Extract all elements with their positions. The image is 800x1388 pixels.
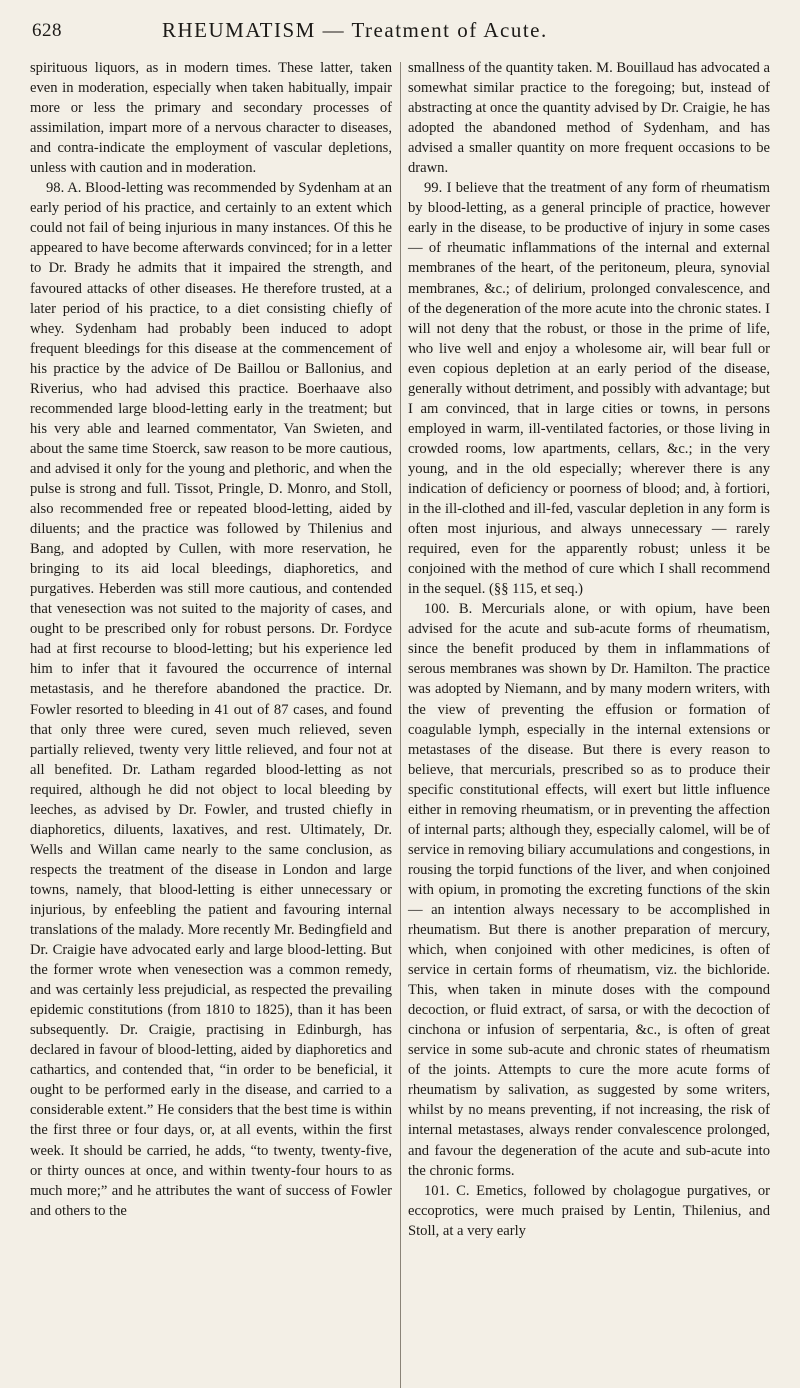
paragraph: smallness of the quantity taken. M. Bouillaud has advocated a somewhat similar practice to the foregoing; but, instead of abstracting at once the quantity advised by Dr. Craigie, he has adopted the abandoned method of Sydenham, and has advised a smaller quantity on more frequent occasions to be drawn. (408, 60, 770, 177)
column-divider (400, 62, 401, 1388)
page-header (30, 18, 770, 58)
right-column (408, 58, 770, 1388)
running-head: RHEUMATISM — Treatment of Acute. (162, 18, 548, 42)
paragraph: 100. B. Mercurials alone, or with opium, have been advised for the acute and sub-acute forms of rheumatism, since the benefit produced by them in inflammations of serous membranes was shown by Dr. Hamilton. The practice was adopted by Niemann, and by many modern writers, with the view of preventing the effusion or formation of coagulable lymph, especially in the internal extensions or metastases of the disease. But there is every reason to believe, that mercurials, prescribed so as to produce their specific constitutional effects, will exert but little influence either in removing rheumatism, or in preventing the affection of internal parts; although they, especially calomel, will be of service in removing biliary accumulations and congestions, in rousing the torpid functions of the liver, and when conjoined with opium, in promoting the excreting functions of the skin — an intention always necessary to be accomplished in rheumatism. But there is another preparation of mercury, which, when conjoined with other medicines, is often of service in certain forms of rheumatism, viz. the bichloride. This, when taken in minute doses with the compound decoction, or fluid extract, of sarsa, or with the decoction of cinchona or infusion of serpentaria, &c., is often of great service in some sub-acute and chronic states of rheumatism of the joints. Attempts to cure the more acute forms of rheumatism by salivation, as suggested by some writers, whilst by no means preventing, if not increasing, the risk of internal metastases, always render convalescence prolonged, and favour the degeneration of the acute and sub-acute into the chronic forms. (408, 601, 770, 1179)
left-column (30, 58, 392, 1388)
paragraph: spirituous liquors, as in modern times. These latter, taken even in moderation, especially when taken habitually, impair more or less the primary and secondary processes of assimilation, impart more of a nervous character to diseases, and contra-indicate the employment of vascular depletions, unless with caution and in moderation. (30, 60, 392, 177)
paragraph: 101. C. Emetics, followed by cholagogue purgatives, or eccoprotics, were much praised by Lentin, Thilenius, and Stoll, at a very early (408, 1182, 770, 1239)
paragraph: 98. A. Blood-letting was recommended by Sydenham at an early period of his practice, and certainly to an extent which could not fail of being injurious in many instances. Of this he appeared to have become afterwards convinced; for in a letter to Dr. Brady he admits that it impaired the strength, and favoured attacks of other diseases. He therefore trusted, at a later period of his practice, to a diet consisting chiefly of whey. Sydenham had probably been induced to adopt frequent bleedings for this disease at the commencement of his practice by the advice of De Baillou or Ballonius, and Riverius, who had advised this practice. Boerhaave also recommended large blood-letting early in the treatment; but his very able and learned commentator, Van Swieten, and about the same time Stoerck, saw reason to be more cautious, and advised it only for the young and plethoric, and when the pulse is strong and full. Tissot, Pringle, D. Monro, and Stoll, also recommended free or repeated blood-letting, aided by diluents; and the practice was followed by Thilenius and Bang, and adopted by Cullen, with more reservation, he bringing to its aid local bleedings, diaphoretics, and purgatives. Heberden was still more cautious, and contended that venesection was not suited to the majority of cases, and ought to be prescribed only for robust persons. Dr. Fordyce had at first recourse to blood-letting; but his experience led him to infer that it favoured the occurrence of internal metastasis, and he therefore abandoned the practice. Dr. Fowler resorted to bleeding in 41 out of 87 cases, and found that only three were cured, seven much relieved, seven partially relieved, twenty very little relieved, and four not at all benefited. Dr. Latham regarded blood-letting as not required, although he did not object to local bleeding by leeches, as advised by Dr. Fowler, and trusted chiefly in diaphoretics, diluents, laxatives, and rest. Ultimately, Dr. Wells and Willan came nearly to the same conclusion, as respects the treatment of the disease in London and large towns, namely, that blood-letting is either unnecessary or injurious, by enfeebling the patient and favouring internal translations of the malady. More recently Mr. Bedingfield and Dr. Craigie have advocated early and large blood-letting. But the former wrote when venesection was a common remedy, and was certainly less prejudicial, as respected the prevailing epidemic constitutions (from 1810 to 1825), than it has been subsequently. Dr. Craigie, practising in Edinburgh, has declared in favour of blood-letting, aided by diaphoretics and cathartics, and contended that, “in order to be beneficial, it ought to be performed early in the disease, and carried to a considerable extent.” He considers that the best time is within the first three or four days, or, at all events, within the first week. It should be carried, he adds, “to twenty, twenty-five, or thirty ounces at once, and within twenty-four hours to as much more;” and he attributes the want of success of Fowler and others to the (30, 180, 392, 1219)
page-number: 628 (32, 20, 62, 41)
text-columns (30, 58, 770, 1388)
paragraph: 99. I believe that the treatment of any form of rheumatism by blood-letting, as a general principle of practice, however early in the disease, to be productive of injury in some cases — of rheumatic inflammations of the internal and external membranes of the heart, of the peritoneum, pleura, synovial membranes, &c.; of delirium, prolonged convalescence, and of the degeneration of the more acute into the chronic states. I will not deny that the robust, or those in the prime of life, who live well and enjoy a wholesome air, will bear full or even copious depletion at an early period of the disease, generally without detriment, and possibly with advantage; but I am convinced, that in large cities or towns, in persons employed in warm, ill-ventilated factories, or those living in crowded rooms, low apartments, cellars, &c.; in the very young, and in the old especially; wherever there is any indication of deficiency or poorness of blood; and, à fortiori, in the ill-clothed and ill-fed, vascular depletion in any form is often most injurious, and always unnecessary — rarely required, even for the apparently robust; unless it be conjoined with the method of cure which I shall recommend in the sequel. (§§ 115, et seq.) (408, 180, 770, 598)
